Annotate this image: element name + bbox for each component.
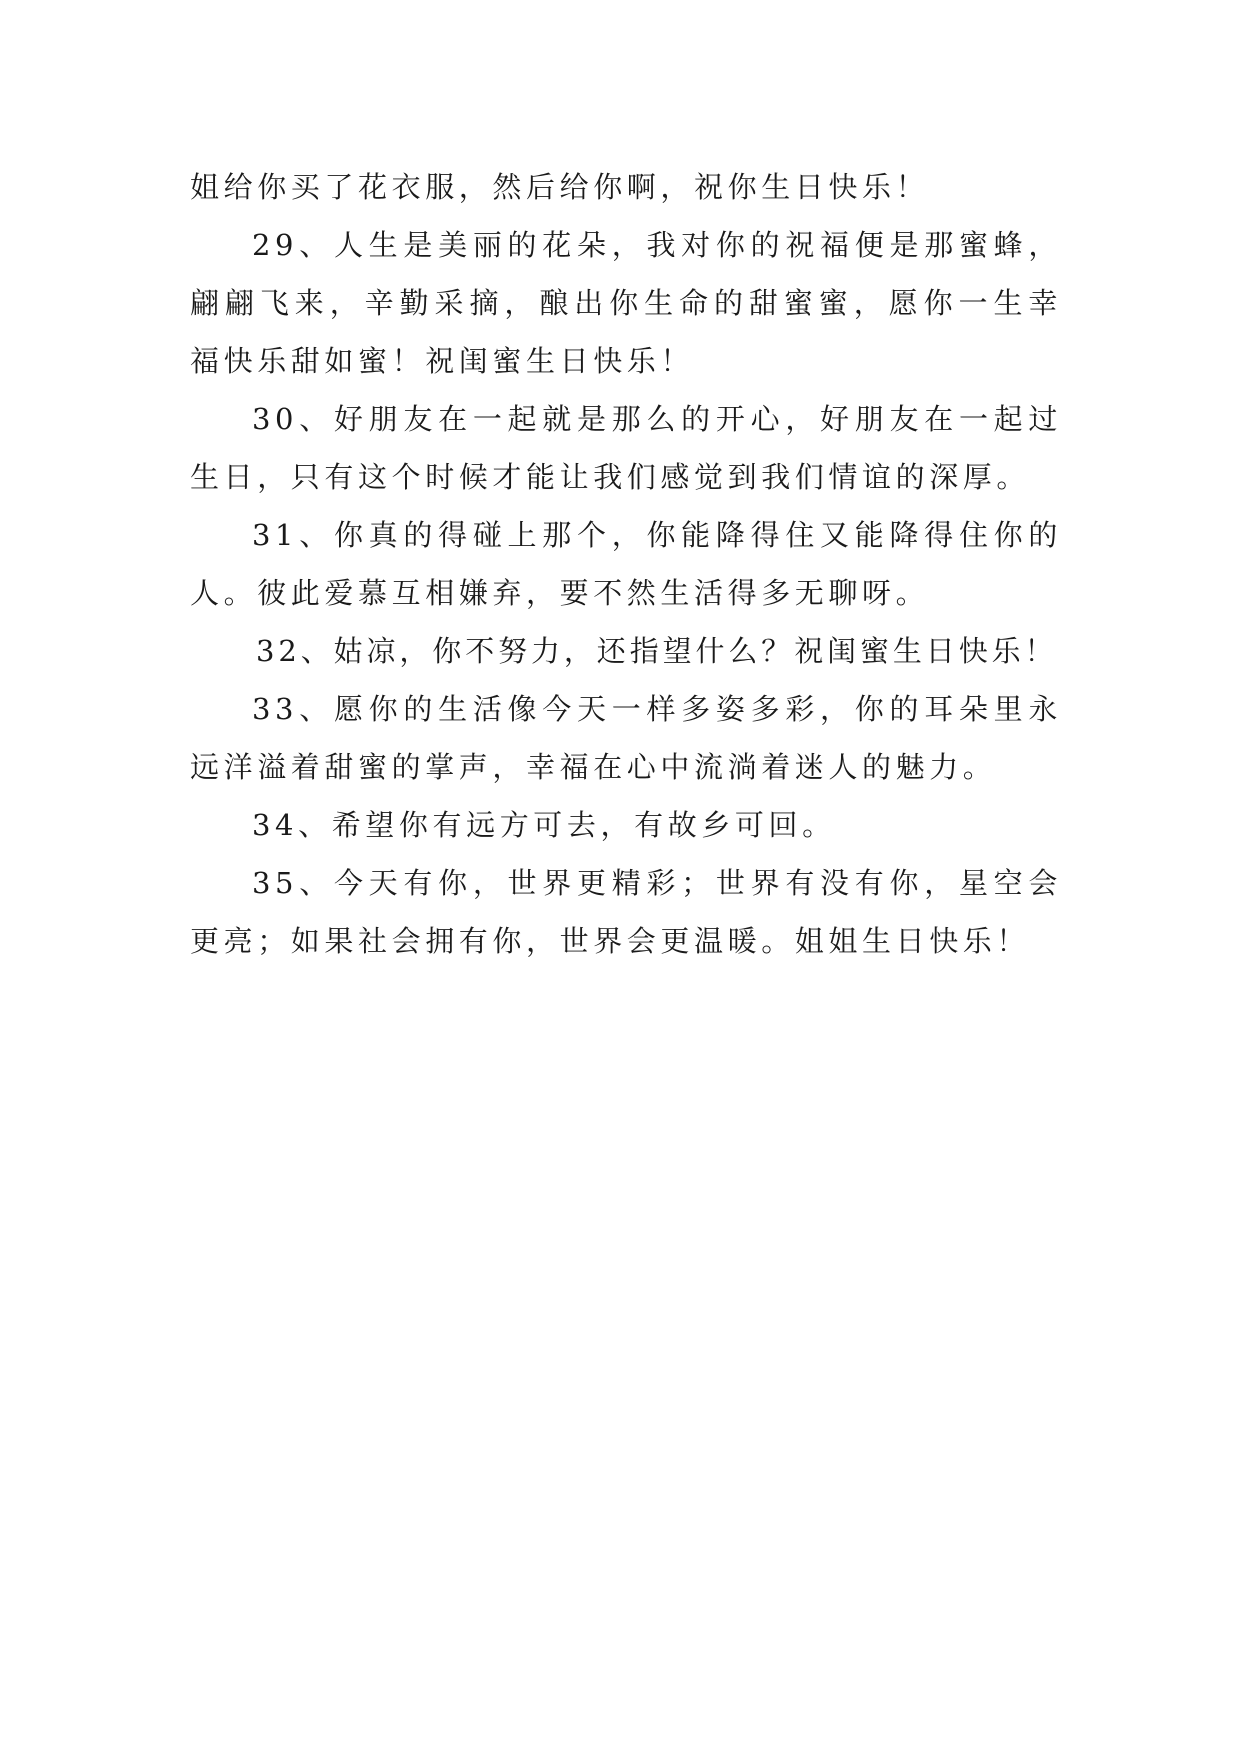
document-body [190,158,1062,970]
paragraph-28-continuation: 姐给你买了花衣服，然后给你啊，祝你生日快乐！ [190,170,930,204]
paragraph-33: 33、愿你的生活像今天一样多姿多彩，你的耳朵里永远洋溢着甜蜜的掌声，幸福在心中流淌着迷人的魅力。 [190,692,1062,784]
paragraph-34: 34、希望你有远方可去，有故乡可回。 [252,808,836,842]
paragraph-35: 35、今天有你，世界更精彩；世界有没有你，星空会更亮；如果社会拥有你，世界会更温暖。姐姐生日快乐！ [190,866,1062,958]
paragraph-29: 29、人生是美丽的花朵，我对你的祝福便是那蜜蜂，翩翩飞来，辛勤采摘，酿出你生命的甜蜜蜜，愿你一生幸福快乐甜如蜜！祝闺蜜生日快乐！ [190,228,1062,378]
paragraph-30: 30、好朋友在一起就是那么的开心，好朋友在一起过生日，只有这个时候才能让我们感觉到我们情谊的深厚。 [190,402,1062,494]
paragraph-32: 32、姑凉，你不努力，还指望什么？祝闺蜜生日快乐！ [256,634,1058,668]
paragraph-31: 31、你真的得碰上那个，你能降得住又能降得住你的人。彼此爱慕互相嫌弃，要不然生活得多无聊呀。 [190,518,1062,610]
